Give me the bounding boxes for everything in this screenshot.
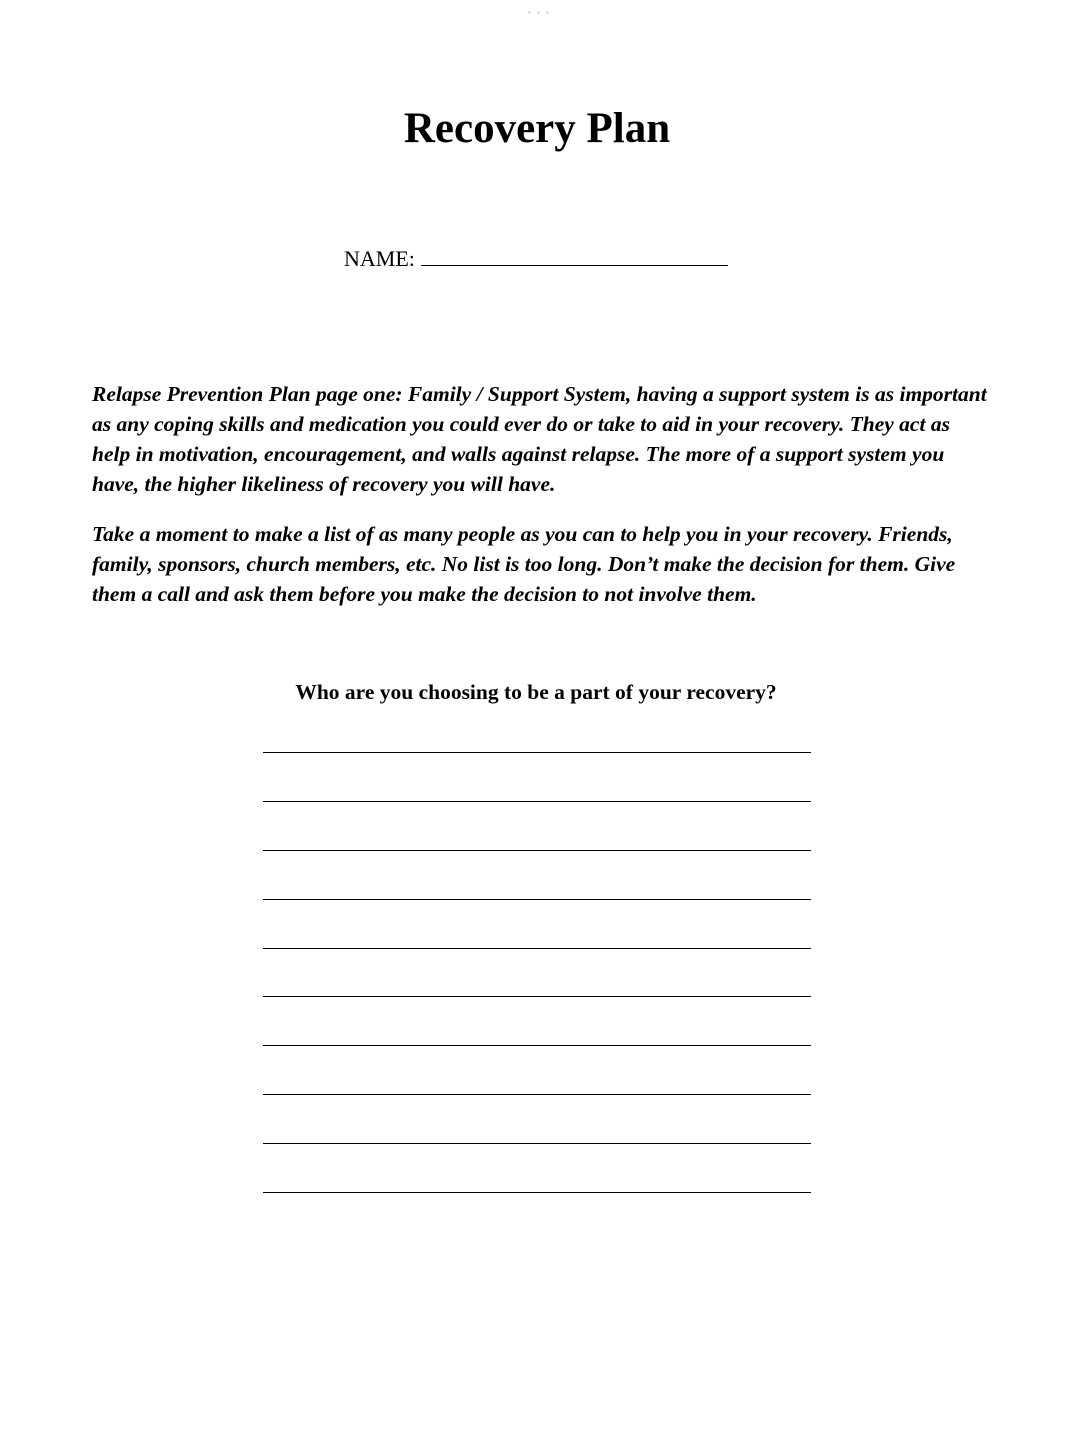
- answer-blank-line[interactable]: [263, 801, 811, 850]
- name-label: NAME:: [344, 246, 415, 271]
- answer-blank-line[interactable]: [263, 996, 811, 1045]
- question-heading: Who are you choosing to be a part of your recovery?: [295, 680, 777, 704]
- page-indicator-dots: •••: [526, 8, 554, 19]
- answer-blank-line[interactable]: [263, 1045, 811, 1094]
- page-title: Recovery Plan: [403, 105, 671, 152]
- instruction-paragraph: Take a moment to make a list of as many people as you can to help you in your recovery. Friends, family, sponsors, church members, etc. No list is too long. Don’t make the decision for them. Give them a call and ask them before you make the decision to not involve them.: [92, 522, 956, 606]
- name-field-row: [344, 243, 728, 274]
- name-blank-line[interactable]: [421, 243, 728, 266]
- answer-blank-line[interactable]: [263, 899, 811, 948]
- answer-blank-line[interactable]: [263, 752, 811, 801]
- answer-blank-line[interactable]: [263, 850, 811, 899]
- answer-blank-line[interactable]: [263, 1094, 811, 1143]
- answer-lines-list: [263, 752, 811, 1241]
- intro-paragraph: Relapse Prevention Plan page one: Family / Support System, having a support system is as important as any coping skills and medication you could ever do or take to aid in your recovery. They act as help in motivation, encouragement, and walls against relapse. The more of a support system you have, the higher likeliness of recovery you will have.: [92, 382, 987, 496]
- answer-blank-line[interactable]: [263, 948, 811, 997]
- answer-blank-line[interactable]: [263, 1143, 811, 1192]
- answer-blank-line[interactable]: [263, 1192, 811, 1241]
